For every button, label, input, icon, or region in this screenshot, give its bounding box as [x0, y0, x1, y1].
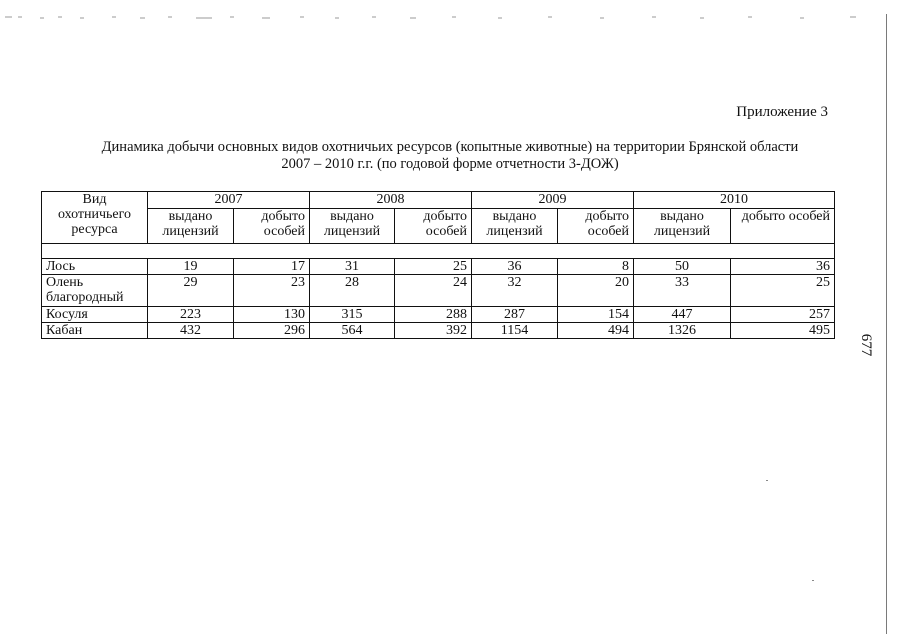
scan-speck [766, 480, 768, 481]
value-cell: 564 [310, 323, 395, 339]
value-cell: 8 [558, 259, 634, 275]
header-issued: выдано лицензий [472, 209, 558, 244]
scan-artifact-right-edge [886, 14, 887, 634]
scan-speck [812, 580, 814, 581]
header-year: 2009 [472, 192, 634, 209]
value-cell: 223 [148, 307, 234, 323]
header-year: 2007 [148, 192, 310, 209]
page-number: 677 [858, 333, 874, 357]
value-cell: 50 [634, 259, 731, 275]
value-cell: 392 [395, 323, 472, 339]
value-cell: 29 [148, 275, 234, 307]
value-cell: 447 [634, 307, 731, 323]
title-line-1: Динамика добычи основных видов охотничьих ресурсов (копытные животные) на территории Брянской области [101, 139, 799, 155]
value-cell: 17 [234, 259, 310, 275]
value-cell: 130 [234, 307, 310, 323]
value-cell: 32 [472, 275, 558, 307]
header-taken: добыто особей [395, 209, 472, 244]
value-cell: 36 [731, 259, 835, 275]
table-row [42, 275, 835, 307]
empty-cell [42, 244, 835, 259]
header-year: 2008 [310, 192, 472, 209]
value-cell: 494 [558, 323, 634, 339]
header-year: 2010 [634, 192, 835, 209]
empty-row [42, 244, 835, 259]
value-cell: 33 [634, 275, 731, 307]
value-cell: 154 [558, 307, 634, 323]
document-title [60, 139, 840, 173]
appendix-label: Приложение 3 [736, 104, 828, 120]
header-issued: выдано лицензий [634, 209, 731, 244]
value-cell: 24 [395, 275, 472, 307]
table-row [42, 323, 835, 339]
header-taken: добыто особей [234, 209, 310, 244]
header-taken: добыто особей [731, 209, 835, 244]
value-cell: 296 [234, 323, 310, 339]
header-row-subcolumns [42, 209, 835, 244]
header-row-years [42, 192, 835, 209]
species-cell: Лось [42, 259, 148, 275]
value-cell: 36 [472, 259, 558, 275]
value-cell: 315 [310, 307, 395, 323]
table-row [42, 259, 835, 275]
value-cell: 23 [234, 275, 310, 307]
species-cell: Кабан [42, 323, 148, 339]
value-cell: 288 [395, 307, 472, 323]
value-cell: 495 [731, 323, 835, 339]
value-cell: 25 [731, 275, 835, 307]
header-species: Вид охотничьего ресурса [42, 192, 148, 244]
value-cell: 25 [395, 259, 472, 275]
species-cell: Олень благородный [42, 275, 148, 307]
header-taken: добыто особей [558, 209, 634, 244]
value-cell: 432 [148, 323, 234, 339]
value-cell: 20 [558, 275, 634, 307]
value-cell: 287 [472, 307, 558, 323]
value-cell: 1326 [634, 323, 731, 339]
header-issued: выдано лицензий [310, 209, 395, 244]
value-cell: 257 [731, 307, 835, 323]
value-cell: 31 [310, 259, 395, 275]
value-cell: 1154 [472, 323, 558, 339]
hunting-data-table [41, 191, 835, 339]
title-line-2: 2007 – 2010 г.г. (по годовой форме отчетности 3-ДОЖ) [281, 156, 619, 172]
species-cell: Косуля [42, 307, 148, 323]
value-cell: 28 [310, 275, 395, 307]
value-cell: 19 [148, 259, 234, 275]
scan-artifact-top [0, 12, 905, 22]
header-issued: выдано лицензий [148, 209, 234, 244]
table-row [42, 307, 835, 323]
